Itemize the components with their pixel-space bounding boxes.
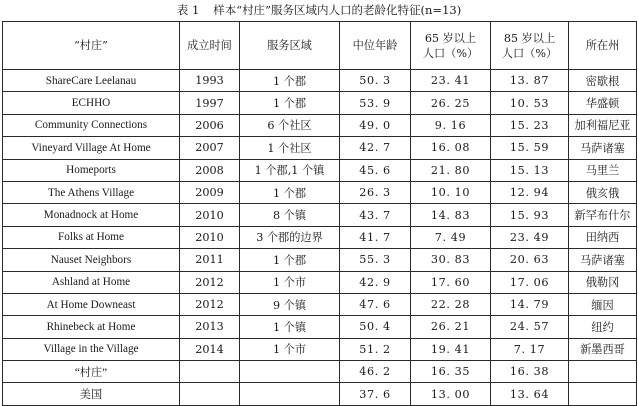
cell-founded-year: 2010 [180,204,240,226]
cell-service-area: 1 个市 [240,271,340,293]
cell-over-85-pct: 17. 06 [491,271,569,293]
cell-over-85-pct: 15. 23 [491,114,569,136]
cell-service-area [240,383,340,405]
cell-village-name: Village in the Village [3,338,180,360]
table-row [3,181,637,203]
cell-median-age: 45. 6 [340,159,411,181]
table-caption [0,0,638,20]
cell-founded-year: 2013 [180,316,240,338]
cell-over-65-pct: 21. 80 [411,159,491,181]
cell-over-85-pct: 20. 63 [491,249,569,271]
cell-over-65-pct: 13. 00 [411,383,491,405]
table-row [3,361,637,383]
cell-founded-year: 2008 [180,159,240,181]
cell-over-65-pct: 26. 25 [411,92,491,114]
cell-state: 马里兰 [569,159,637,181]
table-row [3,383,637,405]
cell-founded-year: 2010 [180,226,240,248]
table-row [3,249,637,271]
cell-over-85-pct: 15. 59 [491,137,569,159]
cell-village-name: ShareCare Leelanau [3,70,180,92]
cell-service-area: 1 个社区 [240,137,340,159]
cell-median-age: 47. 6 [340,293,411,315]
cell-service-area [240,361,340,383]
cell-service-area: 1 个市 [240,338,340,360]
cell-median-age: 41. 7 [340,226,411,248]
cell-state: 田纳西 [569,226,637,248]
table-row [3,92,637,114]
cell-founded-year: 2006 [180,114,240,136]
cell-founded-year: 2014 [180,338,240,360]
cell-over-85-pct: 7. 17 [491,338,569,360]
cell-over-85-pct: 13. 87 [491,70,569,92]
aging-characteristics-table [2,21,637,406]
cell-state: 密歇根 [569,70,637,92]
col-header-founded: 成立时间 [180,22,240,70]
cell-median-age: 50. 3 [340,70,411,92]
cell-village-name: Rhinebeck at Home [3,316,180,338]
cell-over-65-pct: 16. 35 [411,361,491,383]
table-row [3,204,637,226]
cell-service-area: 6 个社区 [240,114,340,136]
cell-village-name: The Athens Village [3,181,180,203]
table-row [3,70,637,92]
cell-village-name: Folks at Home [3,226,180,248]
cell-over-65-pct: 10. 10 [411,181,491,203]
table-number: 表 1 [176,3,200,17]
table-row [3,226,637,248]
cell-over-85-pct: 15. 13 [491,159,569,181]
col-header-over-85-line1: 85 岁以上 [503,31,556,45]
cell-median-age: 46. 2 [340,361,411,383]
table-row [3,159,637,181]
cell-median-age: 43. 7 [340,204,411,226]
cell-village-name: At Home Downeast [3,293,180,315]
cell-over-85-pct: 23. 49 [491,226,569,248]
table-row [3,316,637,338]
cell-state: 纽约 [569,316,637,338]
cell-village-name: Community Connections [3,114,180,136]
cell-village-name: Ashland at Home [3,271,180,293]
cell-median-age: 49. 0 [340,114,411,136]
cell-over-85-pct: 12. 94 [491,181,569,203]
table-row [3,271,637,293]
cell-over-85-pct: 16. 38 [491,361,569,383]
col-header-state: 所在州 [569,22,637,70]
table-title: 样本“村庄”服务区域内人口的老龄化特征(n=13) [213,3,462,17]
cell-village-name: Homeports [3,159,180,181]
cell-over-65-pct: 16. 08 [411,137,491,159]
cell-over-85-pct: 13. 64 [491,383,569,405]
cell-median-age: 53. 9 [340,92,411,114]
col-header-over-65-line1: 65 岁以上 [424,31,477,45]
cell-state: 马萨诸塞 [569,249,637,271]
cell-over-65-pct: 14. 83 [411,204,491,226]
cell-service-area: 8 个镇 [240,204,340,226]
table-row [3,137,637,159]
cell-service-area: 1 个郡 [240,181,340,203]
cell-over-65-pct: 22. 28 [411,293,491,315]
cell-median-age: 26. 3 [340,181,411,203]
cell-founded-year: 2011 [180,249,240,271]
cell-service-area: 1 个镇 [240,316,340,338]
cell-state [569,361,637,383]
cell-state: 马萨诸塞 [569,137,637,159]
cell-state: 俄勒冈 [569,271,637,293]
table-body [3,70,637,406]
cell-state: 缅因 [569,293,637,315]
cell-service-area: 3 个郡的边界 [240,226,340,248]
cell-over-65-pct: 19. 41 [411,338,491,360]
col-header-median-age: 中位年龄 [340,22,411,70]
cell-service-area: 1 个郡 [240,70,340,92]
cell-state: 新罕布什尔 [569,204,637,226]
cell-over-85-pct: 24. 57 [491,316,569,338]
header-row [3,22,637,70]
cell-village-name: Monadnock at Home [3,204,180,226]
cell-service-area: 1 个郡,1 个镇 [240,159,340,181]
col-header-over-85 [491,22,569,70]
cell-over-65-pct: 26. 21 [411,316,491,338]
col-header-over-65 [411,22,491,70]
cell-founded-year: 2012 [180,271,240,293]
cell-over-65-pct: 7. 49 [411,226,491,248]
cell-median-age: 37. 6 [340,383,411,405]
cell-village-name: 美国 [3,383,180,405]
cell-village-name: ECHHO [3,92,180,114]
cell-over-65-pct: 30. 83 [411,249,491,271]
cell-service-area: 1 个郡 [240,249,340,271]
cell-median-age: 50. 4 [340,316,411,338]
cell-founded-year: 2009 [180,181,240,203]
cell-median-age: 42. 7 [340,137,411,159]
cell-founded-year [180,383,240,405]
cell-state: 新墨西哥 [569,338,637,360]
table-row [3,338,637,360]
cell-state: 华盛顿 [569,92,637,114]
col-header-village: “村庄” [3,22,180,70]
cell-median-age: 42. 9 [340,271,411,293]
cell-median-age: 51. 2 [340,338,411,360]
cell-state [569,383,637,405]
cell-village-name: Nauset Neighbors [3,249,180,271]
cell-over-65-pct: 23. 41 [411,70,491,92]
cell-village-name: Vineyard Village At Home [3,137,180,159]
cell-founded-year [180,361,240,383]
cell-founded-year: 2007 [180,137,240,159]
cell-village-name: “村庄” [3,361,180,383]
col-header-over-65-line2: 人口（%） [422,46,479,60]
cell-founded-year: 1993 [180,70,240,92]
cell-over-85-pct: 15. 93 [491,204,569,226]
cell-founded-year: 1997 [180,92,240,114]
col-header-service-area: 服务区域 [240,22,340,70]
col-header-over-85-line2: 人口（%） [501,46,558,60]
cell-over-65-pct: 17. 60 [411,271,491,293]
cell-median-age: 55. 3 [340,249,411,271]
table-row [3,293,637,315]
table-row [3,114,637,136]
cell-state: 加利福尼亚 [569,114,637,136]
cell-founded-year: 2012 [180,293,240,315]
cell-over-85-pct: 14. 79 [491,293,569,315]
cell-over-85-pct: 10. 53 [491,92,569,114]
cell-state: 俄亥俄 [569,181,637,203]
cell-service-area: 9 个镇 [240,293,340,315]
cell-service-area: 1 个郡 [240,92,340,114]
cell-over-65-pct: 9. 16 [411,114,491,136]
